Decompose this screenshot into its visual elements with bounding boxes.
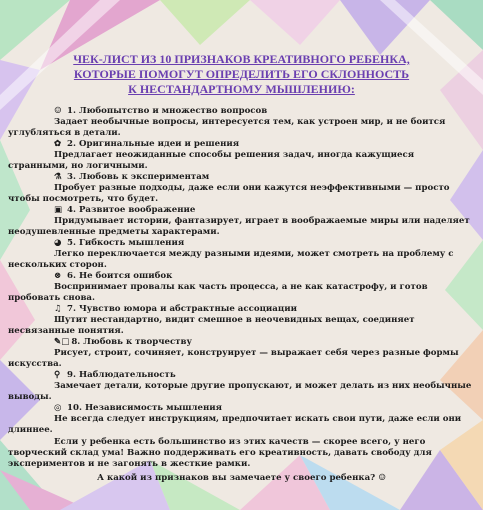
item-heading: 10. Независимость мышления — [67, 403, 222, 413]
page-title — [8, 52, 475, 97]
item-heading: 5. Гибкость мышления — [67, 238, 185, 248]
checklist-item — [8, 271, 475, 304]
item-text: Не всегда следует инструкциям, предпочитает искать свои пути, даже если они длиннее. — [8, 414, 462, 435]
question-text: А какой из признаков вы замечаете у своего ребенка? — [97, 473, 376, 483]
item-text: Замечает детали, которые другие пропускают, и может делать из них необычные выводы. — [8, 381, 472, 402]
item-heading: 4. Развитое воображение — [67, 205, 196, 215]
checklist-item — [8, 106, 475, 139]
item-heading: 2. Оригинальные идеи и решения — [67, 139, 240, 149]
item-text: Предлагает неожиданные способы решения задач, иногда кажущиеся странными, но логичными. — [8, 150, 415, 171]
title-line: К НЕСТАНДАРТНОМУ МЫШЛЕНИЮ: — [128, 82, 355, 96]
sparkle-flower-icon: ✿ — [54, 139, 62, 149]
item-heading: 9. Наблюдательность — [67, 370, 176, 380]
checklist-item — [8, 172, 475, 205]
no-fear-icon: ⊗ — [54, 271, 62, 281]
item-text: Воспринимает провалы как часть процесса, а не как катастрофу, и готов пробовать снова. — [8, 282, 428, 303]
item-heading: 1. Любопытство и множество вопросов — [67, 106, 268, 116]
checklist-item — [8, 370, 475, 403]
closing-question — [8, 472, 475, 484]
checklist-item — [8, 205, 475, 238]
test-tube-icon: ⚗ — [54, 172, 62, 182]
checklist-item — [8, 139, 475, 172]
music-notes-icon: ♫ — [54, 304, 62, 314]
checklist-item — [8, 304, 475, 337]
target-icon: ◎ — [54, 403, 62, 413]
item-heading: 8. Любовь к творчеству — [71, 337, 192, 347]
title-line: ЧЕК-ЛИСТ ИЗ 10 ПРИЗНАКОВ КРЕАТИВНОГО РЕБЕНКА, — [73, 52, 410, 66]
brain-icon: ◕ — [54, 238, 62, 248]
magnifier-icon: ⚲ — [54, 370, 61, 380]
item-heading: 3. Любовь к экспериментам — [67, 172, 210, 182]
item-text: Легко переключается между разными идеями, может смотреть на проблему с нескольких сторон. — [8, 249, 454, 270]
checklist-item — [8, 238, 475, 271]
pencil-icon: ✎□ — [54, 337, 70, 347]
smiling-face-icon: ☺ — [378, 473, 386, 483]
picture-frame-icon: ▣ — [54, 205, 63, 215]
conclusion-text: Если у ребенка есть большинство из этих качеств — скорее всего, у него творческий склад ума! Важно поддерживать его креативность, давать свободу для экспериментов и не загонять в жесткие рамки. — [8, 437, 432, 469]
item-heading: 7. Чувство юмора и абстрактные ассоциации — [67, 304, 297, 314]
item-text: Шутит нестандартно, видит смешное в неочевидных вещах, соединяет несвязанные понятия. — [8, 315, 415, 336]
checklist-content — [8, 52, 475, 484]
thinking-face-icon: ☺ — [54, 106, 62, 116]
checklist-item — [8, 403, 475, 436]
item-text: Задает необычные вопросы, интересуется тем, как устроен мир, и не боится углубляться в детали. — [8, 117, 446, 138]
item-text: Рисует, строит, сочиняет, конструирует — выражает себя через разные формы искусства. — [8, 348, 459, 369]
item-heading: 6. Не боится ошибок — [67, 271, 173, 281]
item-text: Придумывает истории, фантазирует, играет в воображаемые миры или наделяет неодушевленные предметы характерами. — [8, 216, 470, 237]
title-line: КОТОРЫЕ ПОМОГУТ ОПРЕДЕЛИТЬ ЕГО СКЛОННОСТЬ — [73, 67, 410, 81]
checklist-item — [8, 337, 475, 370]
item-text: Пробует разные подходы, даже если они кажутся неэффективными — просто чтобы посмотреть, что будет. — [8, 183, 450, 204]
